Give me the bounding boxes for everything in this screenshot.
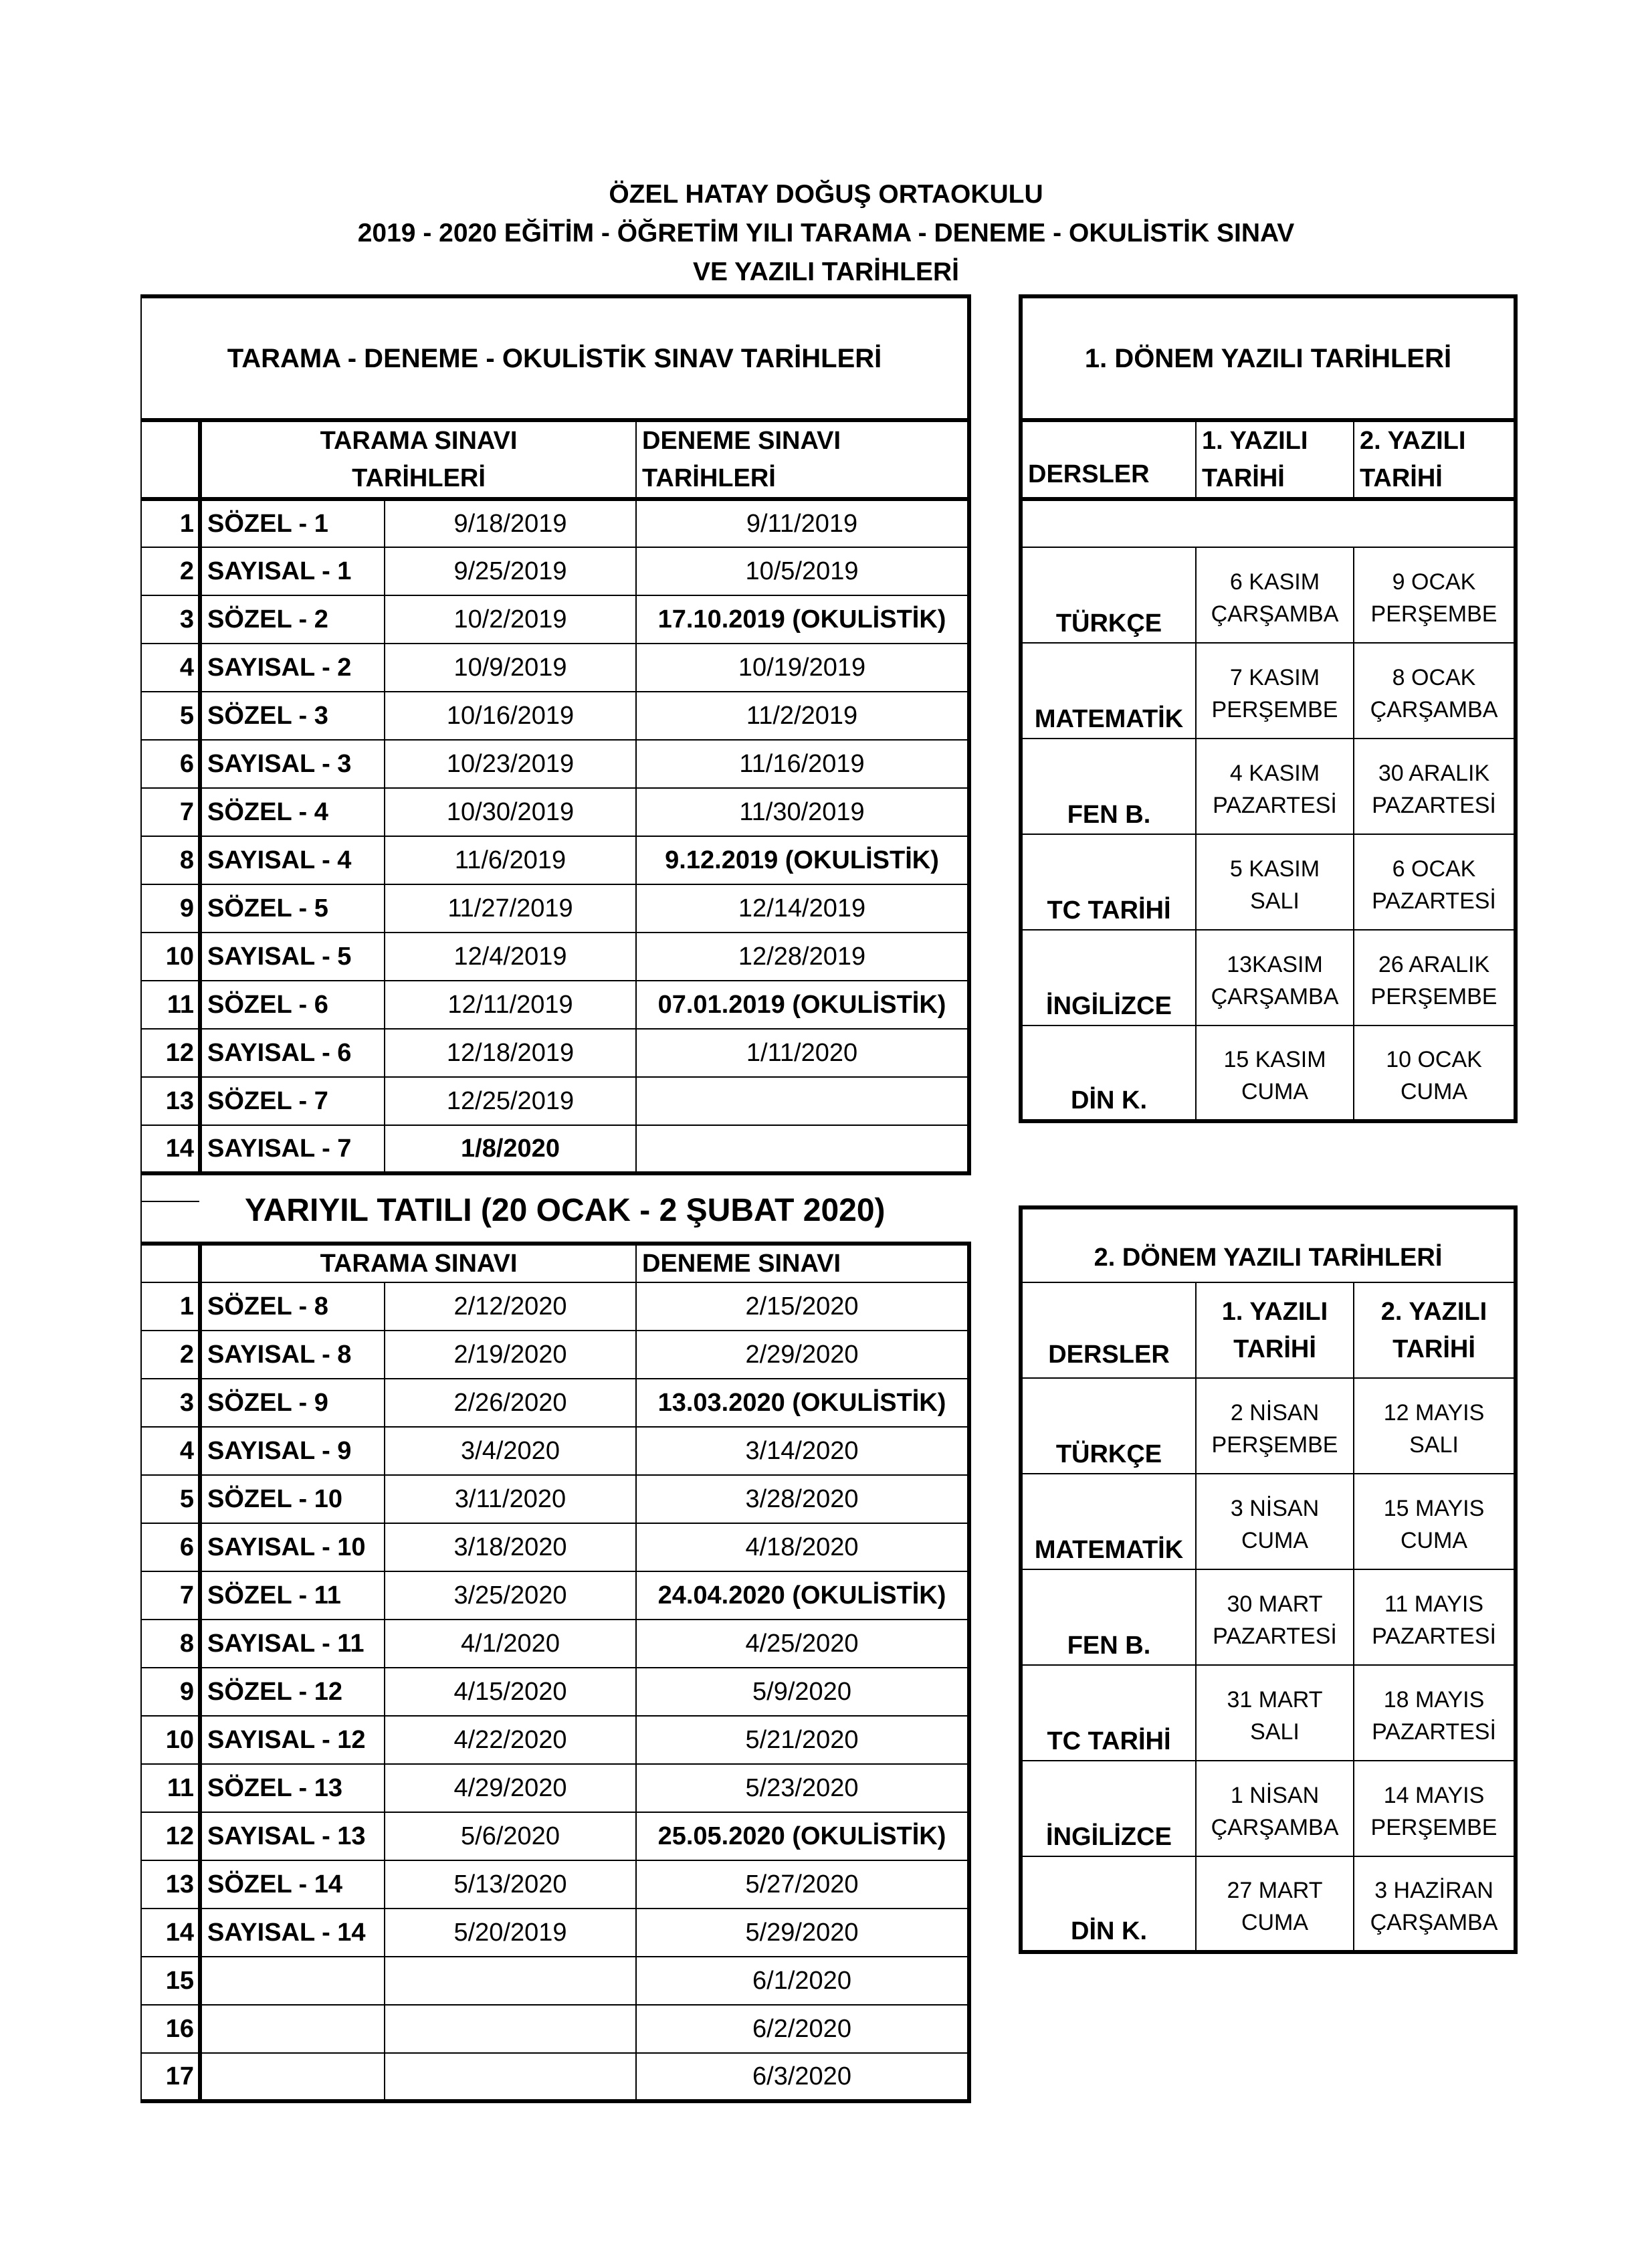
row-number: 5 <box>141 692 200 740</box>
exam-name: SÖZEL - 6 <box>200 981 385 1029</box>
row-number: 12 <box>141 1812 200 1860</box>
divider-line <box>142 1201 199 1202</box>
exam-name: SAYISAL - 12 <box>200 1716 385 1764</box>
yazili1-date: 15 KASIM CUMA <box>1196 1026 1354 1121</box>
exam-name: SÖZEL - 3 <box>200 692 385 740</box>
tarama-date: 4/15/2020 <box>385 1668 636 1716</box>
tarama-date: 12/18/2019 <box>385 1029 636 1077</box>
yazili1-date: 30 MART PAZARTESİ <box>1196 1569 1354 1665</box>
row-number: 9 <box>141 1668 200 1716</box>
term1-written-title: 1. DÖNEM YAZILI TARİHLERİ <box>1021 296 1516 420</box>
tarama-date: 5/20/2019 <box>385 1909 636 1957</box>
table-row <box>141 1427 969 1475</box>
yazili1-date: 3 NİSAN CUMA <box>1196 1474 1354 1569</box>
row-number: 13 <box>141 1860 200 1909</box>
subtitle: VE YAZILI TARİHLERİ <box>693 258 959 286</box>
row-number: 5 <box>141 1475 200 1523</box>
exam-name: SÖZEL - 8 <box>200 1282 385 1331</box>
yazili2-date: 10 OCAK CUMA <box>1354 1026 1516 1121</box>
deneme-date: 5/21/2020 <box>636 1716 969 1764</box>
deneme-date: 6/1/2020 <box>636 1957 969 2005</box>
row-number: 3 <box>141 1379 200 1427</box>
deneme-date: 4/25/2020 <box>636 1620 969 1668</box>
tarama-date: 5/13/2020 <box>385 1860 636 1909</box>
subject-name: TÜRKÇE <box>1021 547 1196 643</box>
term2-written-table <box>1019 1205 1518 1954</box>
deneme-date: 5/27/2020 <box>636 1860 969 1909</box>
exam-name <box>200 2005 385 2053</box>
row-number: 8 <box>141 1620 200 1668</box>
tarama-date: 4/1/2020 <box>385 1620 636 1668</box>
tarama-date <box>385 1957 636 2005</box>
exam-name: SAYISAL - 13 <box>200 1812 385 1860</box>
yazili1-date: 13KASIM ÇARŞAMBA <box>1196 930 1354 1026</box>
table-row <box>141 1668 969 1716</box>
table-row <box>141 788 969 836</box>
row-number: 2 <box>141 1331 200 1379</box>
deneme-date: 6/2/2020 <box>636 2005 969 2053</box>
subject-row <box>1021 547 1516 643</box>
row-number: 3 <box>141 595 200 644</box>
table-row <box>141 644 969 692</box>
subject-name: İNGİLİZCE <box>1021 930 1196 1026</box>
table-row <box>141 1571 969 1620</box>
exam-name: SÖZEL - 2 <box>200 595 385 644</box>
subject-row <box>1021 643 1516 739</box>
subject-name: İNGİLİZCE <box>1021 1761 1196 1856</box>
table-row <box>141 1282 969 1331</box>
yazili2-date: 15 MAYIS CUMA <box>1354 1474 1516 1569</box>
term2-written-title: 2. DÖNEM YAZILI TARİHLERİ <box>1021 1207 1516 1282</box>
deneme-date: 10/19/2019 <box>636 644 969 692</box>
yazili1-date: 5 KASIM SALI <box>1196 834 1354 930</box>
term1-exam-table <box>140 294 971 1175</box>
subject-name: TC TARİHİ <box>1021 834 1196 930</box>
row-number: 15 <box>141 1957 200 2005</box>
table-row <box>141 836 969 884</box>
deneme-date: 2/29/2020 <box>636 1331 969 1379</box>
deneme-date <box>636 1077 969 1125</box>
subject-row <box>1021 1474 1516 1569</box>
tarama-date: 5/6/2020 <box>385 1812 636 1860</box>
row-number: 1 <box>141 1282 200 1331</box>
deneme-date: 2/15/2020 <box>636 1282 969 1331</box>
deneme-date: 11/30/2019 <box>636 788 969 836</box>
subject-name: FEN B. <box>1021 739 1196 834</box>
table-row <box>141 1764 969 1812</box>
row-number: 16 <box>141 2005 200 2053</box>
deneme-date: 24.04.2020 (OKULİSTİK) <box>636 1571 969 1620</box>
term1-exam-title: TARAMA - DENEME - OKULİSTİK SINAV TARİHLERİ <box>141 296 969 420</box>
table-row <box>141 1860 969 1909</box>
deneme-date: 12/28/2019 <box>636 933 969 981</box>
yazili2-date: 26 ARALIK PERŞEMBE <box>1354 930 1516 1026</box>
exam-name: SÖZEL - 14 <box>200 1860 385 1909</box>
table-row <box>141 2005 969 2053</box>
exam-name: SÖZEL - 9 <box>200 1379 385 1427</box>
yazili2-date: 6 OCAK PAZARTESİ <box>1354 834 1516 930</box>
deneme-date: 12/14/2019 <box>636 884 969 933</box>
deneme-date: 10/5/2019 <box>636 547 969 595</box>
exam-name <box>200 1957 385 2005</box>
row-number: 6 <box>141 1523 200 1571</box>
dersler-header-2: DERSLER <box>1021 1282 1196 1378</box>
yazili1-date: 6 KASIM ÇARŞAMBA <box>1196 547 1354 643</box>
subject-name: MATEMATİK <box>1021 643 1196 739</box>
deneme-date: 13.03.2020 (OKULİSTİK) <box>636 1379 969 1427</box>
table-row <box>141 1125 969 1173</box>
deneme-date: 6/3/2020 <box>636 2053 969 2101</box>
deneme-date: 07.01.2019 (OKULİSTİK) <box>636 981 969 1029</box>
exam-name: SAYISAL - 7 <box>200 1125 385 1173</box>
tarama-header-2: TARAMA SINAVI <box>200 1244 636 1282</box>
exam-name: SAYISAL - 11 <box>200 1620 385 1668</box>
subject-name: DİN K. <box>1021 1856 1196 1952</box>
deneme-date: 25.05.2020 (OKULİSTİK) <box>636 1812 969 1860</box>
deneme-date: 1/11/2020 <box>636 1029 969 1077</box>
yazili1-header: 1. YAZILI TARİHİ <box>1196 420 1354 499</box>
exam-name: SAYISAL - 2 <box>200 644 385 692</box>
table-row <box>141 933 969 981</box>
table-row <box>141 1523 969 1571</box>
row-number: 7 <box>141 788 200 836</box>
table-row <box>141 1029 969 1077</box>
tarama-date: 4/22/2020 <box>385 1716 636 1764</box>
row-number: 10 <box>141 933 200 981</box>
tarama-date: 2/19/2020 <box>385 1331 636 1379</box>
tarama-date: 3/11/2020 <box>385 1475 636 1523</box>
exam-name: SAYISAL - 1 <box>200 547 385 595</box>
row-number: 13 <box>141 1077 200 1125</box>
yazili2-date: 9 OCAK PERŞEMBE <box>1354 547 1516 643</box>
semester-break-label: YARIYIL TATILI (20 OCAK - 2 ŞUBAT 2020) <box>245 1193 886 1228</box>
divider-line <box>140 1169 142 1242</box>
exam-name: SAYISAL - 6 <box>200 1029 385 1077</box>
table-row <box>141 1812 969 1860</box>
subject-name: MATEMATİK <box>1021 1474 1196 1569</box>
row-number: 11 <box>141 981 200 1029</box>
yazili1-date: 4 KASIM PAZARTESİ <box>1196 739 1354 834</box>
exam-name: SAYISAL - 4 <box>200 836 385 884</box>
row-number: 14 <box>141 1909 200 1957</box>
term2-exam-table <box>140 1242 971 2103</box>
table-row <box>141 1620 969 1668</box>
exam-name: SÖZEL - 7 <box>200 1077 385 1125</box>
row-number: 8 <box>141 836 200 884</box>
deneme-date: 5/9/2020 <box>636 1668 969 1716</box>
table-row <box>141 1716 969 1764</box>
subject-name: TC TARİHİ <box>1021 1665 1196 1761</box>
row-number: 2 <box>141 547 200 595</box>
yazili2-date: 8 OCAK ÇARŞAMBA <box>1354 643 1516 739</box>
deneme-date: 9/11/2019 <box>636 499 969 547</box>
yazili2-date: 30 ARALIK PAZARTESİ <box>1354 739 1516 834</box>
deneme-header: DENEME SINAVI TARİHLERİ <box>636 420 969 499</box>
subject-row <box>1021 1856 1516 1952</box>
year-title: 2019 - 2020 EĞİTİM - ÖĞRETİM YILI TARAMA - DENEME - OKULİSTİK SINAV <box>357 219 1295 248</box>
table-row <box>141 1077 969 1125</box>
tarama-date: 3/4/2020 <box>385 1427 636 1475</box>
row-number: 4 <box>141 644 200 692</box>
deneme-header-2: DENEME SINAVI <box>636 1244 969 1282</box>
exam-name: SAYISAL - 14 <box>200 1909 385 1957</box>
row-number: 12 <box>141 1029 200 1077</box>
exam-name: SÖZEL - 11 <box>200 1571 385 1620</box>
yazili2-date: 11 MAYIS PAZARTESİ <box>1354 1569 1516 1665</box>
tarama-date: 11/27/2019 <box>385 884 636 933</box>
dersler-header: DERSLER <box>1021 420 1196 499</box>
table-row <box>141 1909 969 1957</box>
tarama-date: 10/16/2019 <box>385 692 636 740</box>
tarama-date <box>385 2053 636 2101</box>
deneme-date: 3/14/2020 <box>636 1427 969 1475</box>
exam-name: SAYISAL - 5 <box>200 933 385 981</box>
yazili2-date: 14 MAYIS PERŞEMBE <box>1354 1761 1516 1856</box>
subject-row <box>1021 739 1516 834</box>
table-row <box>141 981 969 1029</box>
row-number: 9 <box>141 884 200 933</box>
exam-name: SAYISAL - 10 <box>200 1523 385 1571</box>
yazili2-header-2: 2. YAZILI TARİHİ <box>1354 1282 1516 1378</box>
exam-name: SAYISAL - 3 <box>200 740 385 788</box>
row-number: 4 <box>141 1427 200 1475</box>
subject-name: TÜRKÇE <box>1021 1378 1196 1474</box>
row-number: 6 <box>141 740 200 788</box>
exam-name: SÖZEL - 12 <box>200 1668 385 1716</box>
exam-name <box>200 2053 385 2101</box>
tarama-date: 3/25/2020 <box>385 1571 636 1620</box>
tarama-date: 12/25/2019 <box>385 1077 636 1125</box>
exam-name: SÖZEL - 4 <box>200 788 385 836</box>
tarama-date: 10/9/2019 <box>385 644 636 692</box>
table-row <box>141 499 969 547</box>
table-row <box>141 1331 969 1379</box>
term1-written-table <box>1019 294 1518 1123</box>
exam-name: SÖZEL - 13 <box>200 1764 385 1812</box>
table-row <box>141 2053 969 2101</box>
exam-name: SÖZEL - 1 <box>200 499 385 547</box>
table-row <box>141 884 969 933</box>
row-number: 10 <box>141 1716 200 1764</box>
deneme-date: 5/23/2020 <box>636 1764 969 1812</box>
deneme-date: 11/2/2019 <box>636 692 969 740</box>
tarama-date: 1/8/2020 <box>385 1125 636 1173</box>
deneme-date: 9.12.2019 (OKULİSTİK) <box>636 836 969 884</box>
tarama-date: 2/26/2020 <box>385 1379 636 1427</box>
table-row <box>141 740 969 788</box>
deneme-date <box>636 1125 969 1173</box>
row-number: 11 <box>141 1764 200 1812</box>
tarama-date: 4/29/2020 <box>385 1764 636 1812</box>
subject-row <box>1021 930 1516 1026</box>
subject-row <box>1021 834 1516 930</box>
subject-row <box>1021 1378 1516 1474</box>
row-number: 17 <box>141 2053 200 2101</box>
yazili1-date: 7 KASIM PERŞEMBE <box>1196 643 1354 739</box>
subject-row <box>1021 1026 1516 1121</box>
tarama-date: 3/18/2020 <box>385 1523 636 1571</box>
yazili2-header: 2. YAZILI TARİHİ <box>1354 420 1516 499</box>
row-number: 14 <box>141 1125 200 1173</box>
tarama-date: 10/30/2019 <box>385 788 636 836</box>
deneme-date: 3/28/2020 <box>636 1475 969 1523</box>
deneme-date: 5/29/2020 <box>636 1909 969 1957</box>
yazili2-date: 3 HAZİRAN ÇARŞAMBA <box>1354 1856 1516 1952</box>
exam-name: SAYISAL - 9 <box>200 1427 385 1475</box>
yazili1-date: 31 MART SALI <box>1196 1665 1354 1761</box>
school-title: ÖZEL HATAY DOĞUŞ ORTAOKULU <box>609 180 1043 209</box>
table-row <box>141 692 969 740</box>
exam-name: SÖZEL - 10 <box>200 1475 385 1523</box>
table-row <box>141 1475 969 1523</box>
exam-name: SAYISAL - 8 <box>200 1331 385 1379</box>
tarama-date: 12/11/2019 <box>385 981 636 1029</box>
row-number: 1 <box>141 499 200 547</box>
yazili1-date: 27 MART CUMA <box>1196 1856 1354 1952</box>
yazili2-date: 12 MAYIS SALI <box>1354 1378 1516 1474</box>
deneme-date: 11/16/2019 <box>636 740 969 788</box>
yazili1-date: 1 NİSAN ÇARŞAMBA <box>1196 1761 1354 1856</box>
table-row <box>141 1957 969 2005</box>
table-row <box>141 595 969 644</box>
tarama-date: 9/25/2019 <box>385 547 636 595</box>
tarama-date <box>385 2005 636 2053</box>
table-row <box>141 547 969 595</box>
deneme-date: 17.10.2019 (OKULİSTİK) <box>636 595 969 644</box>
tarama-date: 10/2/2019 <box>385 595 636 644</box>
subject-name: DİN K. <box>1021 1026 1196 1121</box>
subject-row <box>1021 1665 1516 1761</box>
subject-row <box>1021 1761 1516 1856</box>
tarama-date: 10/23/2019 <box>385 740 636 788</box>
tarama-date: 12/4/2019 <box>385 933 636 981</box>
row-number: 7 <box>141 1571 200 1620</box>
tarama-header: TARAMA SINAVI TARİHLERİ <box>200 420 636 499</box>
yazili2-date: 18 MAYIS PAZARTESİ <box>1354 1665 1516 1761</box>
exam-name: SÖZEL - 5 <box>200 884 385 933</box>
yazili1-header-2: 1. YAZILI TARİHİ <box>1196 1282 1354 1378</box>
subject-name: FEN B. <box>1021 1569 1196 1665</box>
tarama-date: 2/12/2020 <box>385 1282 636 1331</box>
tarama-date: 11/6/2019 <box>385 836 636 884</box>
yazili1-date: 2 NİSAN PERŞEMBE <box>1196 1378 1354 1474</box>
table-row <box>141 1379 969 1427</box>
deneme-date: 4/18/2020 <box>636 1523 969 1571</box>
subject-row <box>1021 1569 1516 1665</box>
tarama-date: 9/18/2019 <box>385 499 636 547</box>
